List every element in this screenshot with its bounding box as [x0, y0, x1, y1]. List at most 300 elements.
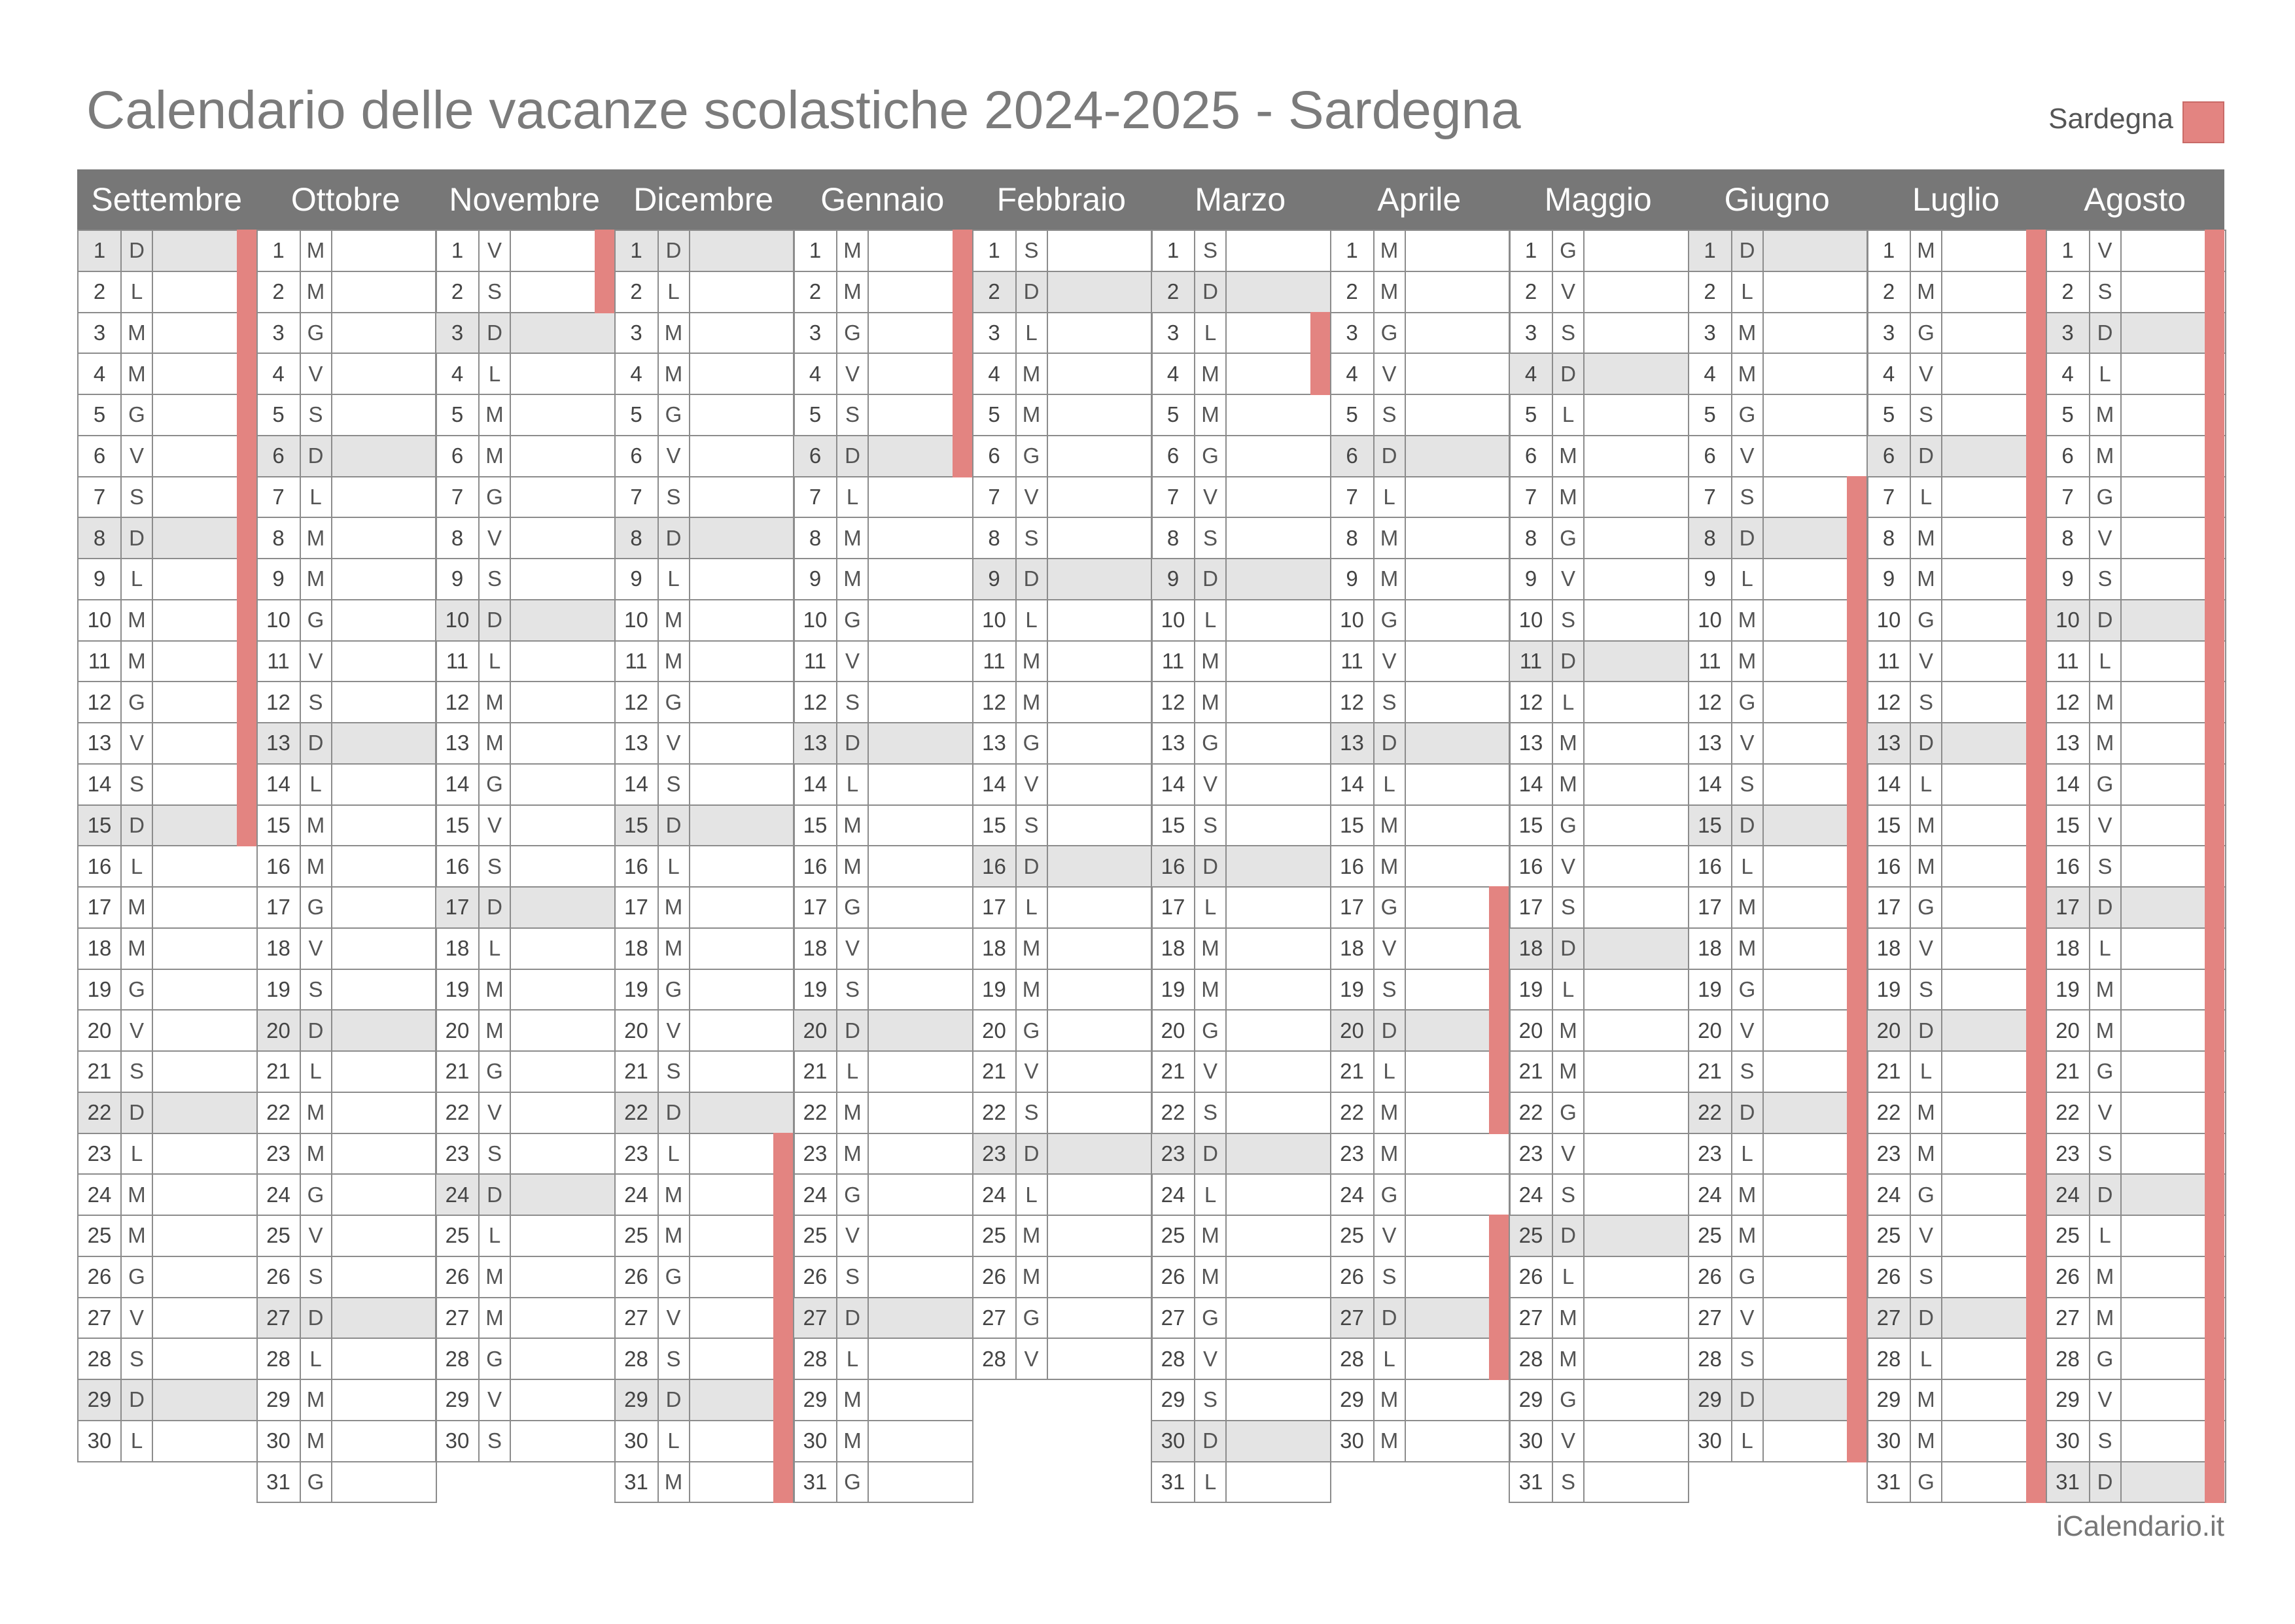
day-number: 27: [624, 1305, 648, 1330]
day-number: 20: [1161, 1018, 1185, 1043]
weekday-letter: S: [845, 689, 860, 714]
day-number: 4: [1524, 361, 1537, 386]
day-number: 2: [1166, 279, 1180, 304]
day-number: 9: [630, 566, 642, 591]
day-number: 10: [982, 608, 1006, 632]
day-cell: [1151, 1009, 1331, 1052]
day-cell: [972, 722, 1153, 765]
cell-divider: [2120, 518, 2122, 558]
day-cell: [972, 804, 1153, 847]
day-cell: [1509, 927, 1689, 970]
cell-divider: [1762, 765, 1764, 804]
weekday-letter: M: [1201, 936, 1219, 961]
day-number: 2: [93, 279, 106, 304]
weekday-letter: L: [846, 484, 859, 509]
weekday-letter: M: [1022, 1223, 1041, 1248]
weekday-letter: M: [1022, 1264, 1041, 1289]
day-cell: [77, 927, 258, 970]
cell-divider: [1583, 806, 1585, 846]
weekday-letter: L: [309, 772, 322, 797]
day-number: 28: [1876, 1346, 1901, 1371]
cell-divider: [1583, 559, 1585, 599]
cell-divider: [1225, 1298, 1227, 1338]
day-number: 28: [87, 1346, 112, 1371]
cell-divider: [152, 970, 153, 1010]
day-cell: [256, 1338, 437, 1380]
weekday-letter: D: [2097, 895, 2113, 920]
day-number: 26: [1340, 1264, 1364, 1289]
day-number: 17: [1876, 895, 1901, 920]
day-number: 30: [2056, 1428, 2080, 1453]
day-number: 15: [1698, 812, 1722, 837]
weekday-letter: M: [1559, 1346, 1577, 1371]
day-cell: [256, 1009, 437, 1052]
day-cell: [1866, 845, 2047, 888]
weekday-letter: V: [487, 812, 502, 837]
day-number: 22: [1161, 1100, 1185, 1125]
weekday-letter: M: [306, 279, 325, 304]
weekday-letter: M: [485, 689, 504, 714]
day-number: 17: [445, 895, 470, 920]
day-cell: [972, 1256, 1153, 1298]
weekday-letter: D: [1560, 936, 1576, 961]
day-cell: [1688, 681, 1868, 723]
weekday-letter: S: [1740, 1346, 1755, 1371]
day-number: 24: [803, 1182, 828, 1207]
holiday-period: [953, 230, 972, 477]
day-cell: [2046, 969, 2226, 1011]
day-number: 4: [1346, 361, 1358, 386]
day-cell: [793, 476, 973, 519]
day-cell: [614, 435, 795, 477]
cell-divider: [867, 765, 869, 804]
day-cell: [614, 763, 795, 806]
day-cell: [1866, 886, 2047, 929]
cell-divider: [1047, 313, 1048, 353]
weekday-letter: L: [1741, 1141, 1753, 1166]
cell-divider: [1762, 806, 1764, 846]
weekday-letter: S: [1024, 238, 1039, 263]
day-number: 2: [809, 279, 822, 304]
cell-divider: [1762, 1052, 1764, 1092]
weekday-letter: V: [308, 361, 323, 386]
day-cell: [256, 353, 437, 395]
weekday-letter: V: [487, 1387, 502, 1412]
day-cell: [1151, 1092, 1331, 1134]
cell-divider: [1583, 1175, 1585, 1215]
day-cell: [1509, 804, 1689, 847]
weekday-letter: M: [843, 1428, 862, 1453]
day-number: 29: [1161, 1387, 1185, 1412]
day-number: 14: [2056, 772, 2080, 797]
day-number: 4: [630, 361, 642, 386]
day-cell: [972, 394, 1153, 436]
weekday-letter: S: [1918, 689, 1933, 714]
day-cell: [1330, 435, 1511, 477]
cell-divider: [331, 1134, 332, 1174]
weekday-letter: V: [845, 648, 860, 673]
cell-divider: [331, 477, 332, 517]
weekday-letter: S: [1740, 772, 1755, 797]
day-cell: [614, 1420, 795, 1462]
weekday-letter: S: [308, 402, 323, 427]
cell-divider: [867, 1462, 869, 1502]
day-number: 11: [1340, 648, 1363, 673]
cell-divider: [1583, 1339, 1585, 1379]
weekday-letter: D: [2097, 1469, 2113, 1494]
day-number: 21: [1340, 1059, 1364, 1084]
day-number: 4: [809, 361, 822, 386]
weekday-letter: V: [2097, 812, 2112, 837]
day-number: 25: [2056, 1223, 2080, 1248]
weekday-letter: G: [1738, 976, 1756, 1001]
cell-divider: [510, 1134, 511, 1174]
day-number: 7: [988, 484, 1000, 509]
day-cell: [1330, 558, 1511, 600]
day-number: 26: [624, 1264, 648, 1289]
weekday-letter: G: [844, 895, 861, 920]
cell-divider: [2120, 354, 2122, 394]
weekday-letter: G: [665, 689, 682, 714]
day-number: 7: [1346, 484, 1358, 509]
day-number: 10: [2056, 608, 2080, 632]
day-cell: [972, 763, 1153, 806]
day-number: 18: [1698, 936, 1722, 961]
cell-divider: [689, 1462, 690, 1502]
cell-divider: [2120, 1175, 2122, 1215]
cell-divider: [867, 806, 869, 846]
day-number: 18: [87, 936, 112, 961]
day-number: 13: [1340, 731, 1364, 755]
day-number: 14: [1161, 772, 1185, 797]
weekday-letter: M: [1380, 812, 1399, 837]
weekday-letter: G: [1560, 1387, 1577, 1412]
day-cell: [1509, 599, 1689, 642]
day-cell: [77, 1256, 258, 1298]
weekday-letter: D: [1381, 1018, 1397, 1043]
day-number: 24: [1698, 1182, 1722, 1207]
cell-divider: [1225, 272, 1227, 312]
day-number: 17: [1161, 895, 1185, 920]
day-cell: [1151, 476, 1331, 519]
weekday-letter: G: [844, 320, 861, 345]
cell-divider: [1405, 970, 1406, 1010]
day-cell: [1688, 599, 1868, 642]
day-cell: [1509, 435, 1689, 477]
day-cell: [256, 1050, 437, 1093]
day-cell: [1151, 804, 1331, 847]
day-number: 14: [87, 772, 112, 797]
cell-divider: [510, 231, 511, 271]
weekday-letter: M: [1738, 361, 1757, 386]
cell-divider: [867, 477, 869, 517]
weekday-letter: V: [1740, 443, 1755, 468]
day-number: 21: [982, 1059, 1006, 1084]
cell-divider: [1225, 1339, 1227, 1379]
day-number: 1: [1166, 238, 1180, 263]
day-number: 13: [803, 731, 828, 755]
cell-divider: [1583, 354, 1585, 394]
cell-divider: [1225, 765, 1227, 804]
weekday-letter: V: [308, 648, 323, 673]
day-number: 31: [266, 1469, 290, 1494]
cell-divider: [1941, 970, 1942, 1010]
day-number: 6: [1166, 443, 1180, 468]
day-number: 29: [445, 1387, 470, 1412]
weekday-letter: V: [129, 731, 144, 755]
weekday-letter: L: [2099, 361, 2111, 386]
weekday-letter: V: [487, 525, 502, 550]
cell-divider: [331, 682, 332, 722]
day-cell: [256, 1215, 437, 1257]
weekday-letter: L: [130, 854, 143, 878]
cell-divider: [1762, 395, 1764, 435]
day-cell: [1151, 640, 1331, 683]
day-number: 30: [803, 1428, 828, 1453]
day-cell: [77, 1379, 258, 1421]
day-number: 19: [624, 976, 648, 1001]
day-number: 10: [803, 608, 828, 632]
weekday-letter: V: [1382, 1223, 1397, 1248]
day-number: 26: [1876, 1264, 1901, 1289]
day-cell: [435, 763, 616, 806]
cell-divider: [1405, 1257, 1406, 1297]
weekday-letter: S: [1024, 812, 1039, 837]
cell-divider: [1941, 559, 1942, 599]
day-cell: [793, 845, 973, 888]
day-number: 30: [87, 1428, 112, 1453]
weekday-letter: D: [1739, 1100, 1755, 1125]
cell-divider: [689, 1175, 690, 1215]
cell-divider: [1762, 231, 1764, 271]
day-number: 25: [982, 1223, 1006, 1248]
day-cell: [256, 1420, 437, 1462]
day-cell: [435, 1420, 616, 1462]
cell-divider: [1405, 436, 1406, 476]
weekday-letter: M: [1380, 525, 1399, 550]
day-number: 26: [87, 1264, 112, 1289]
weekday-letter: D: [845, 1305, 860, 1330]
day-number: 27: [87, 1305, 112, 1330]
day-number: 8: [988, 525, 1000, 550]
day-number: 26: [1518, 1264, 1543, 1289]
day-cell: [256, 599, 437, 642]
day-number: 1: [988, 238, 1000, 263]
day-number: 10: [266, 608, 290, 632]
cell-divider: [2120, 642, 2122, 682]
day-cell: [793, 517, 973, 559]
weekday-letter: V: [666, 1305, 681, 1330]
day-number: 29: [1340, 1387, 1364, 1412]
weekday-letter: V: [1382, 936, 1397, 961]
cell-divider: [867, 1175, 869, 1215]
day-cell: [793, 804, 973, 847]
weekday-letter: D: [1739, 1387, 1755, 1412]
day-cell: [1151, 1461, 1331, 1504]
weekday-letter: M: [485, 731, 504, 755]
weekday-letter: M: [2095, 443, 2114, 468]
weekday-letter: M: [2095, 1305, 2114, 1330]
weekday-letter: G: [1202, 1018, 1219, 1043]
day-number: 12: [982, 689, 1006, 714]
weekday-letter: G: [2096, 1059, 2114, 1084]
cell-divider: [152, 1175, 153, 1215]
weekday-letter: G: [1918, 320, 1935, 345]
weekday-letter: S: [1740, 1059, 1755, 1084]
day-cell: [1509, 1379, 1689, 1421]
weekday-letter: L: [130, 1141, 143, 1166]
day-cell: [256, 394, 437, 436]
weekday-letter: G: [2096, 772, 2114, 797]
cell-divider: [1225, 642, 1227, 682]
day-cell: [256, 1092, 437, 1134]
day-number: 12: [1340, 689, 1364, 714]
cell-divider: [2120, 436, 2122, 476]
day-cell: [2046, 1256, 2226, 1298]
day-number: 24: [87, 1182, 112, 1207]
day-cell: [1866, 1461, 2047, 1504]
weekday-letter: M: [1917, 238, 1935, 263]
weekday-letter: V: [487, 238, 502, 263]
weekday-letter: L: [2099, 936, 2111, 961]
cell-divider: [2120, 1052, 2122, 1092]
cell-divider: [867, 272, 869, 312]
cell-divider: [510, 1093, 511, 1133]
day-cell: [1688, 517, 1868, 559]
day-number: 28: [803, 1346, 828, 1371]
day-number: 6: [272, 443, 285, 468]
cell-divider: [510, 313, 511, 353]
cell-divider: [689, 888, 690, 927]
cell-divider: [1405, 559, 1406, 599]
cell-divider: [1405, 354, 1406, 394]
day-number: 12: [1518, 689, 1543, 714]
cell-divider: [1941, 1093, 1942, 1133]
day-number: 13: [1518, 731, 1543, 755]
cell-divider: [689, 477, 690, 517]
cell-divider: [1047, 765, 1048, 804]
day-cell: [2046, 804, 2226, 847]
weekday-letter: L: [1025, 1182, 1038, 1207]
day-number: 18: [1161, 936, 1185, 961]
day-number: 9: [1524, 566, 1537, 591]
cell-divider: [1583, 1421, 1585, 1461]
day-cell: [972, 435, 1153, 477]
day-number: 20: [803, 1018, 828, 1043]
weekday-letter: M: [1201, 361, 1219, 386]
day-cell: [614, 1379, 795, 1421]
day-cell: [1509, 312, 1689, 354]
day-cell: [2046, 558, 2226, 600]
month-header: Aprile: [1377, 181, 1462, 218]
day-number: 16: [1876, 854, 1901, 878]
weekday-letter: D: [1023, 279, 1040, 304]
cell-divider: [1405, 518, 1406, 558]
day-cell: [256, 886, 437, 929]
day-cell: [77, 271, 258, 313]
day-number: 24: [982, 1182, 1006, 1207]
weekday-letter: S: [666, 1059, 681, 1084]
weekday-letter: D: [845, 443, 860, 468]
day-number: 2: [988, 279, 1000, 304]
day-number: 2: [272, 279, 285, 304]
cell-divider: [510, 723, 511, 763]
day-cell: [2046, 1420, 2226, 1462]
day-cell: [1866, 1173, 2047, 1216]
cell-divider: [2120, 682, 2122, 722]
weekday-letter: M: [843, 1100, 862, 1125]
weekday-letter: V: [666, 443, 681, 468]
weekday-letter: L: [1741, 279, 1753, 304]
day-cell: [614, 804, 795, 847]
day-number: 26: [1698, 1264, 1722, 1289]
day-cell: [1151, 1173, 1331, 1216]
day-number: 18: [1340, 936, 1364, 961]
weekday-letter: D: [1560, 648, 1576, 673]
weekday-letter: L: [309, 484, 322, 509]
day-cell: [1866, 763, 2047, 806]
day-number: 29: [1876, 1387, 1901, 1412]
month-header: Luglio: [1912, 181, 2000, 218]
day-cell: [1151, 1379, 1331, 1421]
day-cell: [435, 804, 616, 847]
day-number: 26: [982, 1264, 1006, 1289]
cell-divider: [1941, 436, 1942, 476]
cell-divider: [867, 313, 869, 353]
day-cell: [1866, 1338, 2047, 1380]
day-number: 27: [1876, 1305, 1901, 1330]
cell-divider: [2120, 929, 2122, 969]
page-title: Calendario delle vacanze scolastiche 2024-2025 - Sardegna: [86, 80, 1521, 140]
day-cell: [2046, 1338, 2226, 1380]
day-cell: [1509, 681, 1689, 723]
weekday-letter: D: [665, 812, 682, 837]
day-number: 17: [1698, 895, 1722, 920]
month-header: Gennaio: [820, 181, 945, 218]
day-number: 1: [1882, 238, 1895, 263]
day-number: 20: [445, 1018, 470, 1043]
weekday-letter: S: [1382, 1264, 1397, 1289]
day-cell: [614, 517, 795, 559]
cell-divider: [152, 313, 153, 353]
day-cell: [793, 886, 973, 929]
weekday-letter: D: [1381, 1305, 1397, 1330]
day-number: 9: [1704, 566, 1716, 591]
cell-divider: [1583, 846, 1585, 886]
day-cell: [77, 1297, 258, 1339]
day-cell: [972, 1173, 1153, 1216]
cell-divider: [1762, 1216, 1764, 1256]
day-number: 2: [1882, 279, 1895, 304]
day-number: 17: [1518, 895, 1543, 920]
weekday-letter: S: [2097, 279, 2112, 304]
weekday-letter: M: [128, 608, 146, 632]
day-number: 21: [1876, 1059, 1901, 1084]
day-cell: [1151, 558, 1331, 600]
day-cell: [972, 1338, 1153, 1380]
day-number: 21: [1698, 1059, 1722, 1084]
day-cell: [1509, 353, 1689, 395]
day-cell: [256, 681, 437, 723]
day-cell: [1509, 230, 1689, 272]
weekday-letter: M: [306, 1141, 325, 1166]
day-cell: [256, 271, 437, 313]
weekday-letter: M: [2095, 1018, 2114, 1043]
day-cell: [435, 1173, 616, 1216]
weekday-letter: M: [1022, 976, 1041, 1001]
cell-divider: [1047, 1257, 1048, 1297]
cell-divider: [1047, 395, 1048, 435]
